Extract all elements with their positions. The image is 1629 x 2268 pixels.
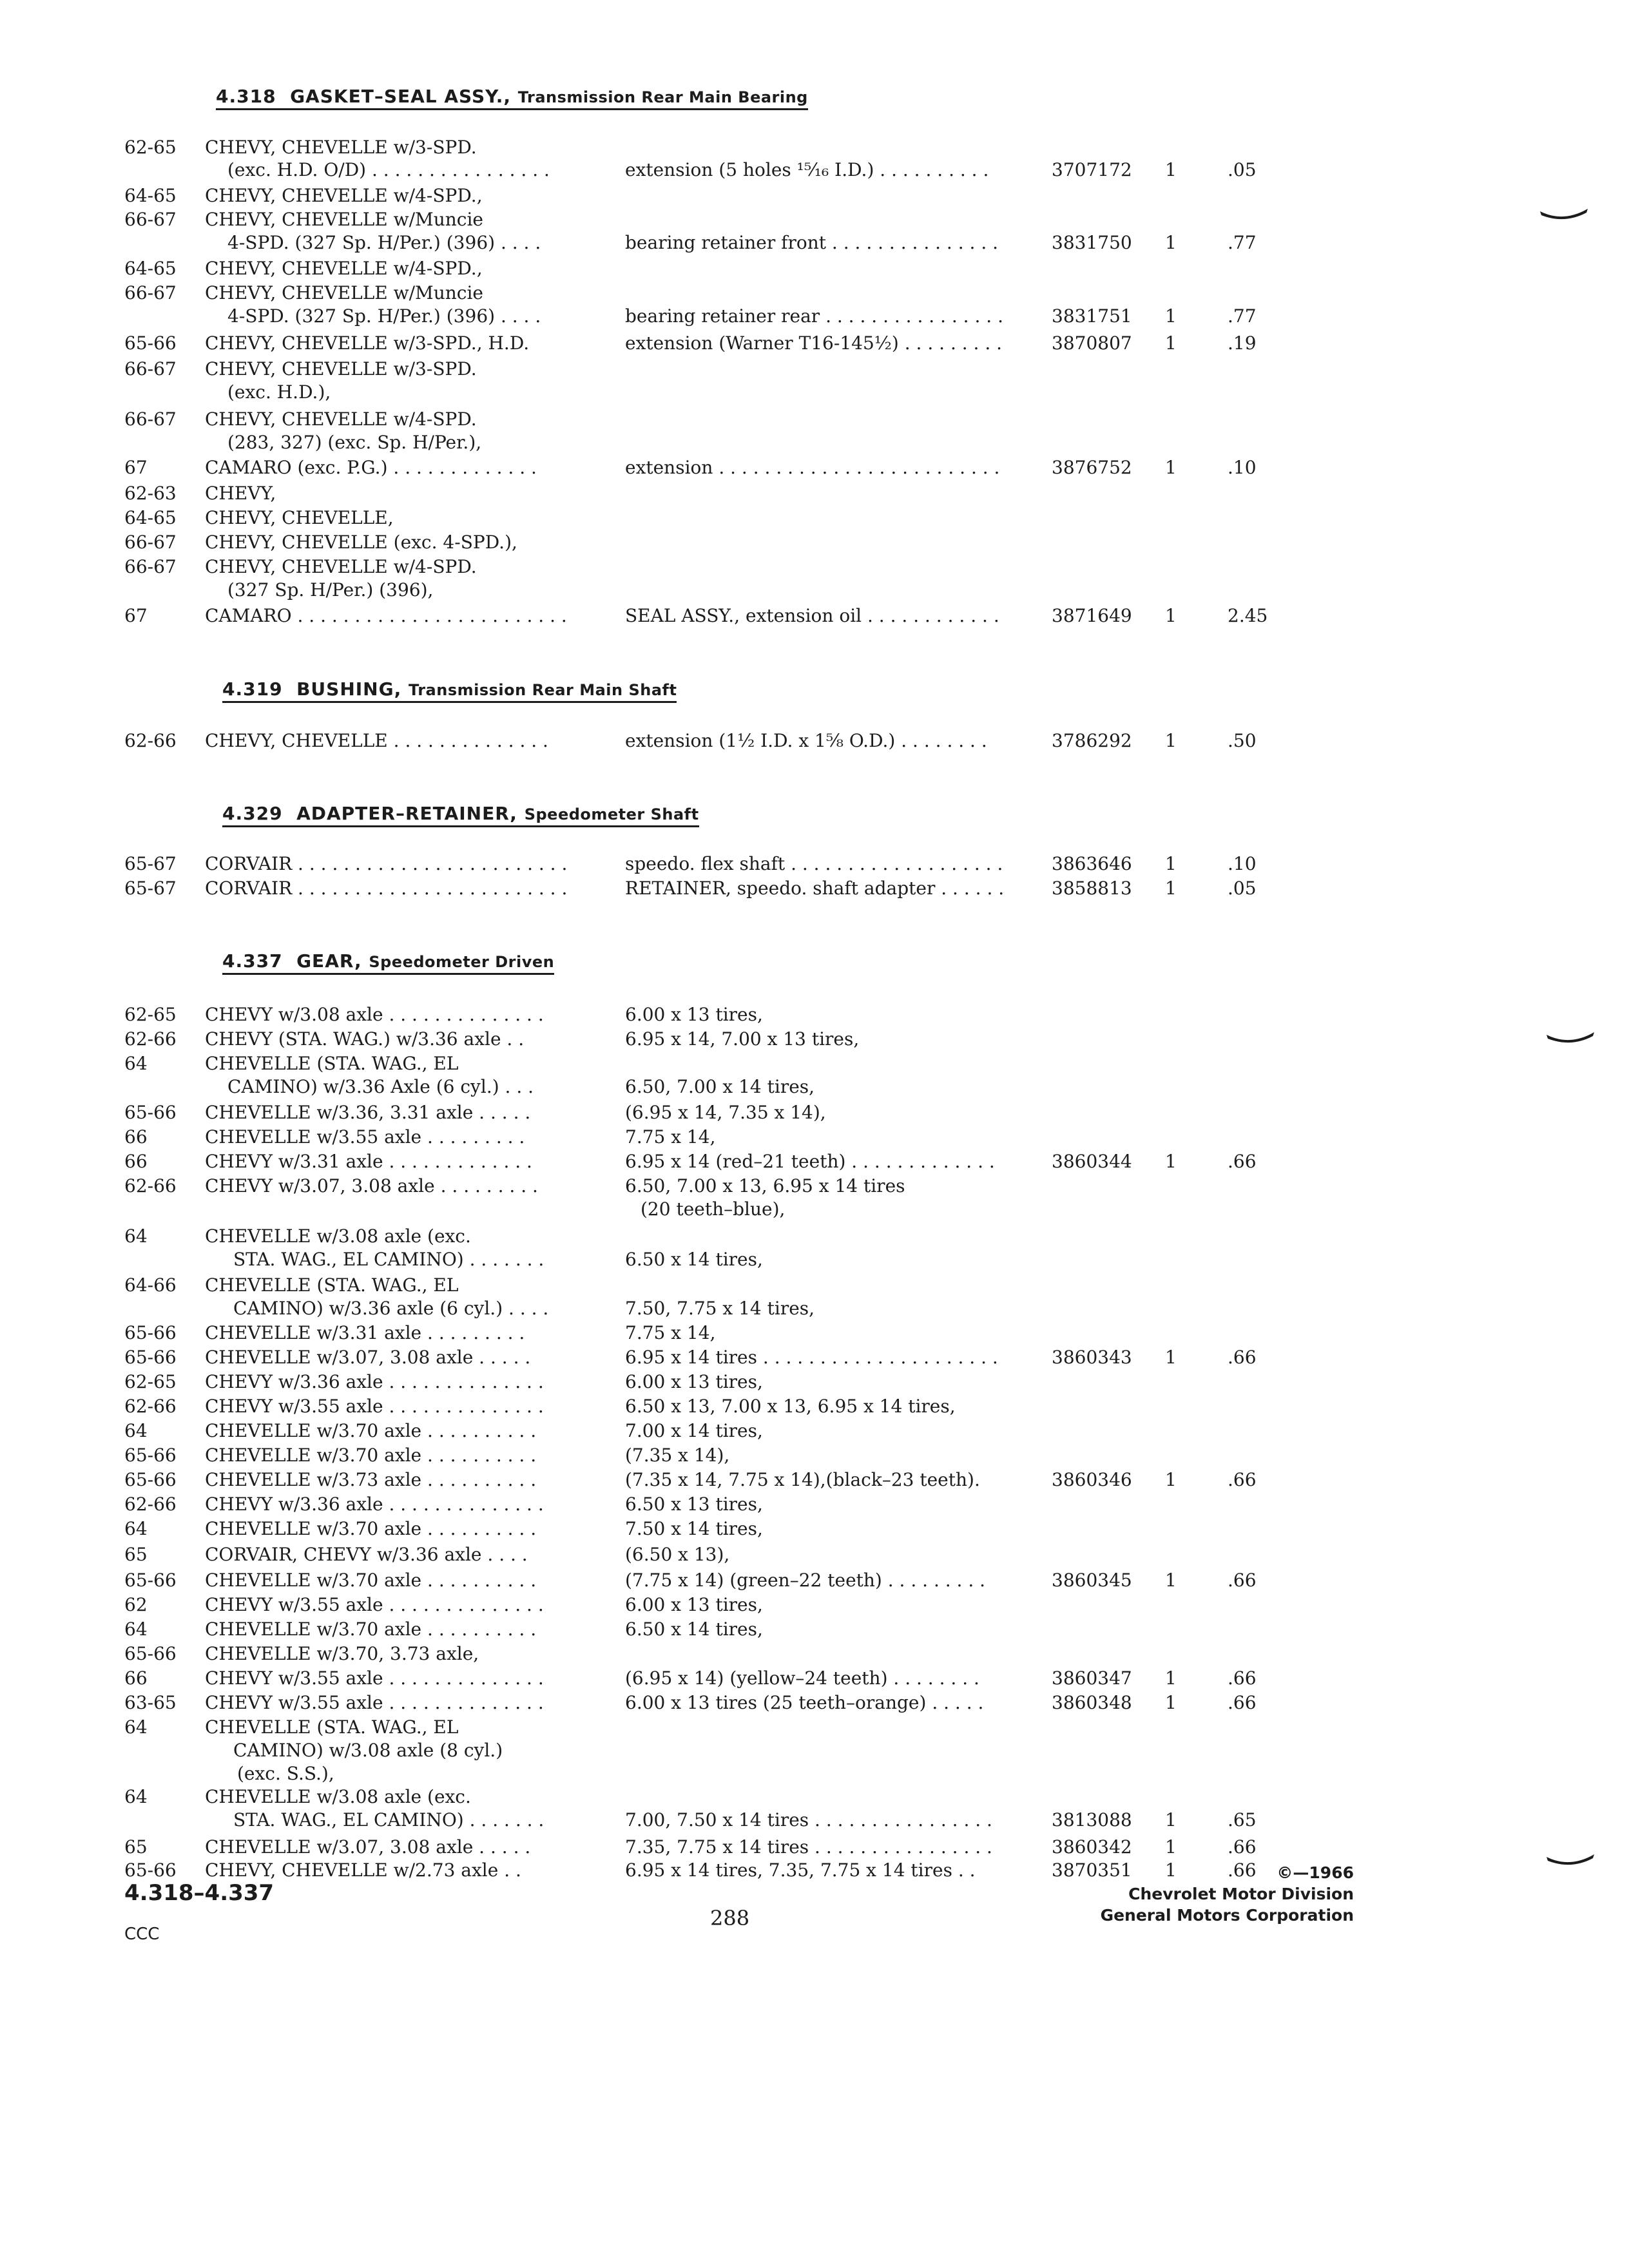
part-number: 3831750 <box>1052 232 1132 253</box>
year-range: 65-66 <box>124 1860 177 1881</box>
quantity: 1 <box>1165 305 1177 327</box>
model-application: CHEVY, CHEVELLE, <box>205 507 394 528</box>
model-application: CHEVY (STA. WAG.) w/3.36 axle . . <box>205 1028 525 1050</box>
model-application: CHEVELLE (STA. WAG., EL <box>205 1716 459 1738</box>
model-application: (283, 327) (exc. Sp. H/Per.), <box>227 432 482 453</box>
model-application: STA. WAG., EL CAMINO) . . . . . . . <box>233 1809 545 1831</box>
part-description: 6.50 x 13, 7.00 x 13, 6.95 x 14 tires, <box>625 1396 956 1417</box>
table-row <box>0 1027 1629 1052</box>
model-application: CORVAIR . . . . . . . . . . . . . . . . . . . . . . . . <box>205 853 568 874</box>
table-row <box>0 1321 1629 1345</box>
table-row <box>0 1224 1629 1249</box>
year-range: 65-66 <box>124 1322 177 1343</box>
section-title: GEAR, <box>296 950 362 972</box>
part-description: 6.00 x 13 tires, <box>625 1594 763 1615</box>
publisher-block <box>1101 1862 1354 1926</box>
year-range: 64 <box>124 1619 148 1640</box>
year-range: 65-66 <box>124 1570 177 1591</box>
table-row <box>0 1642 1629 1666</box>
table-row <box>0 1247 1629 1272</box>
year-range: 64-65 <box>124 185 177 206</box>
section-number: 4.319 <box>222 678 283 700</box>
section-title: GASKET–SEAL ASSY., <box>290 86 512 107</box>
model-application: CHEVELLE w/3.70 axle . . . . . . . . . . <box>205 1570 537 1591</box>
table-row <box>0 430 1629 455</box>
table-row <box>0 729 1629 753</box>
section-heading-4-329 <box>222 803 699 827</box>
part-description: extension (Warner T16-145½) . . . . . . . . . <box>625 332 1003 354</box>
model-application: CHEVY w/3.08 axle . . . . . . . . . . . . . . <box>205 1004 544 1025</box>
year-range: 62-63 <box>124 483 177 504</box>
quantity: 1 <box>1165 1347 1177 1368</box>
year-range: 67 <box>124 605 148 626</box>
year-range: 67 <box>124 457 148 478</box>
model-application: CHEVELLE w/3.07, 3.08 axle . . . . . <box>205 1347 531 1368</box>
table-row <box>0 578 1629 602</box>
part-description: (7.35 x 14, 7.75 x 14),(black–23 teeth). <box>625 1469 980 1490</box>
section-number: 4.337 <box>222 950 283 972</box>
part-description: (6.95 x 14, 7.35 x 14), <box>625 1102 826 1123</box>
part-number: 3860342 <box>1052 1836 1132 1858</box>
part-description: 6.50, 7.00 x 14 tires, <box>625 1076 815 1097</box>
model-application: CHEVY, CHEVELLE w/Muncie <box>205 282 483 303</box>
part-description: 6.50 x 14 tires, <box>625 1249 763 1270</box>
quantity: 1 <box>1165 1570 1177 1591</box>
part-number: 3831751 <box>1052 305 1132 327</box>
table-row <box>0 1345 1629 1370</box>
model-application: CHEVY, CHEVELLE w/4-SPD. <box>205 408 477 430</box>
year-range: 66-67 <box>124 408 177 430</box>
model-application: CHEVY w/3.55 axle . . . . . . . . . . . . . . <box>205 1667 544 1689</box>
year-range: 64 <box>124 1225 148 1247</box>
table-row <box>0 207 1629 232</box>
part-description: 7.35, 7.75 x 14 tires . . . . . . . . . . . . . . . . <box>625 1836 992 1858</box>
section-title: ADAPTER–RETAINER, <box>296 803 517 824</box>
part-number: 3786292 <box>1052 730 1132 751</box>
model-application: CHEVY w/3.55 axle . . . . . . . . . . . . . . <box>205 1396 544 1417</box>
year-range: 62-66 <box>124 1175 177 1196</box>
model-application: CAMINO) w/3.36 axle (6 cyl.) . . . . <box>233 1298 549 1319</box>
table-row <box>0 357 1629 381</box>
model-application: CHEVY w/3.55 axle . . . . . . . . . . . . . . <box>205 1594 544 1615</box>
year-range: 66-67 <box>124 358 177 380</box>
part-number: 3860348 <box>1052 1692 1132 1713</box>
model-application: CHEVELLE w/3.73 axle . . . . . . . . . . <box>205 1469 537 1490</box>
table-row <box>0 1443 1629 1468</box>
quantity: 1 <box>1165 605 1177 626</box>
price: 2.45 <box>1228 605 1268 626</box>
table-row <box>0 1858 1629 1883</box>
table-row <box>0 1273 1629 1298</box>
table-row <box>0 1149 1629 1174</box>
table-row <box>0 1003 1629 1027</box>
quantity: 1 <box>1165 1860 1177 1881</box>
part-description: 6.00 x 13 tires, <box>625 1371 763 1392</box>
part-description: (7.35 x 14), <box>625 1445 730 1466</box>
year-range: 64 <box>124 1518 148 1539</box>
price: .65 <box>1228 1809 1257 1831</box>
table-row <box>0 1174 1629 1198</box>
part-description: bearing retainer front . . . . . . . . . . . . . . . <box>625 232 999 253</box>
part-description: 6.50 x 13 tires, <box>625 1494 763 1515</box>
part-number: 3863646 <box>1052 853 1132 874</box>
part-description: 7.75 x 14, <box>625 1126 716 1148</box>
quantity: 1 <box>1165 1809 1177 1831</box>
year-range: 65-66 <box>124 1445 177 1466</box>
year-range: 66-67 <box>124 532 177 553</box>
table-row <box>0 231 1629 255</box>
part-number: 3860343 <box>1052 1347 1132 1368</box>
year-range: 62-66 <box>124 730 177 751</box>
quantity: 1 <box>1165 332 1177 354</box>
year-range: 64 <box>124 1716 148 1738</box>
table-row <box>0 1100 1629 1125</box>
year-range: 65 <box>124 1544 148 1565</box>
table-row <box>0 1568 1629 1593</box>
table-row <box>0 281 1629 305</box>
section-number: 4.318 <box>216 86 276 107</box>
table-row <box>0 456 1629 480</box>
table-row <box>0 331 1629 356</box>
part-description: speedo. flex shaft . . . . . . . . . . . . . . . . . . . <box>625 853 1003 874</box>
quantity: 1 <box>1165 457 1177 478</box>
catalog-code: CCC <box>124 1925 160 1944</box>
table-row <box>0 1542 1629 1567</box>
year-range: 66-67 <box>124 282 177 303</box>
year-range: 64 <box>124 1786 148 1807</box>
binding-mark-icon <box>1545 1852 1595 1869</box>
part-description: extension . . . . . . . . . . . . . . . . . . . . . . . . . <box>625 457 1000 478</box>
model-application: CHEVY, CHEVELLE w/2.73 axle . . <box>205 1860 521 1881</box>
year-range: 65-66 <box>124 1643 177 1664</box>
table-row <box>0 1075 1629 1099</box>
table-row <box>0 876 1629 901</box>
quantity: 1 <box>1165 853 1177 874</box>
table-row <box>0 1370 1629 1394</box>
section-subtitle: Transmission Rear Main Shaft <box>408 681 677 699</box>
page-number: 288 <box>710 1906 750 1930</box>
model-application: (exc. H.D. O/D) . . . . . . . . . . . . . . . . <box>227 159 550 180</box>
model-application: CHEVY, <box>205 483 276 504</box>
model-application: CAMINO) w/3.36 Axle (6 cyl.) . . . <box>227 1076 534 1097</box>
quantity: 1 <box>1165 878 1177 899</box>
price: .66 <box>1228 1836 1257 1858</box>
part-number: 3870807 <box>1052 332 1132 354</box>
year-range: 64-66 <box>124 1274 177 1296</box>
model-application: CHEVY, CHEVELLE . . . . . . . . . . . . . . <box>205 730 548 751</box>
section-subtitle: Speedometer Shaft <box>524 805 699 823</box>
model-application: 4-SPD. (327 Sp. H/Per.) (396) . . . . <box>227 305 541 327</box>
price: .77 <box>1228 232 1257 253</box>
year-range: 62-66 <box>124 1396 177 1417</box>
year-range: 65-66 <box>124 332 177 354</box>
model-application: CHEVELLE w/3.70 axle . . . . . . . . . . <box>205 1619 537 1640</box>
year-range: 65-66 <box>124 1347 177 1368</box>
year-range: 66-67 <box>124 209 177 230</box>
price: .66 <box>1228 1347 1257 1368</box>
table-row <box>0 506 1629 530</box>
model-application: CORVAIR, CHEVY w/3.36 axle . . . . <box>205 1544 528 1565</box>
price: .77 <box>1228 305 1257 327</box>
quantity: 1 <box>1165 232 1177 253</box>
part-description: 6.95 x 14 tires, 7.35, 7.75 x 14 tires . . <box>625 1860 976 1881</box>
table-row <box>0 1785 1629 1809</box>
part-number: 3860344 <box>1052 1151 1132 1172</box>
model-application: STA. WAG., EL CAMINO) . . . . . . . <box>233 1249 545 1270</box>
table-row <box>0 852 1629 876</box>
table-row <box>0 1468 1629 1492</box>
price: .10 <box>1228 457 1257 478</box>
part-description: (20 teeth–blue), <box>641 1198 786 1220</box>
table-row <box>0 1492 1629 1517</box>
quantity: 1 <box>1165 1469 1177 1490</box>
table-row <box>0 184 1629 208</box>
corporation-name: General Motors Corporation <box>1100 1906 1354 1925</box>
table-row <box>0 158 1629 182</box>
table-row <box>0 555 1629 579</box>
binding-mark-icon <box>1539 206 1589 223</box>
table-row <box>0 481 1629 506</box>
part-number: 3860347 <box>1052 1667 1132 1689</box>
section-heading-4-318 <box>216 86 808 110</box>
year-range: 62-66 <box>124 1028 177 1050</box>
price: .50 <box>1228 730 1257 751</box>
price: .66 <box>1228 1469 1257 1490</box>
model-application: CHEVY w/3.07, 3.08 axle . . . . . . . . . <box>205 1175 538 1196</box>
part-description: 6.00 x 13 tires, <box>625 1004 763 1025</box>
quantity: 1 <box>1165 1667 1177 1689</box>
price: .10 <box>1228 853 1257 874</box>
model-application: CHEVELLE w/3.70 axle . . . . . . . . . . <box>205 1445 537 1466</box>
table-row <box>0 1125 1629 1149</box>
model-application: CHEVELLE w/3.08 axle (exc. <box>205 1786 471 1807</box>
model-application: (327 Sp. H/Per.) (396), <box>227 579 434 601</box>
model-application: CHEVY w/3.36 axle . . . . . . . . . . . . . . <box>205 1371 544 1392</box>
year-range: 65-66 <box>124 1102 177 1123</box>
section-title: BUSHING, <box>296 678 402 700</box>
section-number: 4.329 <box>222 803 283 824</box>
model-application: CHEVY, CHEVELLE w/3-SPD. <box>205 137 477 158</box>
part-number: 3860345 <box>1052 1570 1132 1591</box>
model-application: CAMARO (exc. P.G.) . . . . . . . . . . . . . <box>205 457 537 478</box>
year-range: 66-67 <box>124 556 177 577</box>
table-row <box>0 1296 1629 1321</box>
part-description: 7.00, 7.50 x 14 tires . . . . . . . . . . . . . . . . <box>625 1809 992 1831</box>
table-row <box>0 1052 1629 1076</box>
table-row <box>0 1666 1629 1691</box>
part-description: 7.50, 7.75 x 14 tires, <box>625 1298 815 1319</box>
table-row <box>0 304 1629 329</box>
model-application: CHEVELLE w/3.70 axle . . . . . . . . . . <box>205 1420 537 1441</box>
table-row <box>0 604 1629 628</box>
price: .66 <box>1228 1570 1257 1591</box>
table-row <box>0 1835 1629 1860</box>
model-application: CHEVY, CHEVELLE w/Muncie <box>205 209 483 230</box>
table-row <box>0 407 1629 432</box>
table-row <box>0 256 1629 281</box>
part-description: 7.00 x 14 tires, <box>625 1420 763 1441</box>
price: .05 <box>1228 159 1257 180</box>
model-application: CORVAIR . . . . . . . . . . . . . . . . . . . . . . . . <box>205 878 568 899</box>
model-application: CHEVELLE w/3.31 axle . . . . . . . . . <box>205 1322 525 1343</box>
table-row <box>0 1715 1629 1740</box>
price: .66 <box>1228 1860 1257 1881</box>
price: .19 <box>1228 332 1257 354</box>
table-row <box>0 1808 1629 1832</box>
quantity: 1 <box>1165 730 1177 751</box>
year-range: 65-67 <box>124 878 177 899</box>
part-description: 7.75 x 14, <box>625 1322 716 1343</box>
part-description: 6.50, 7.00 x 13, 6.95 x 14 tires <box>625 1175 905 1196</box>
model-application: CHEVY, CHEVELLE w/4-SPD. <box>205 556 477 577</box>
table-row <box>0 380 1629 405</box>
model-application: CHEVY w/3.36 axle . . . . . . . . . . . . . . <box>205 1494 544 1515</box>
year-range: 62-65 <box>124 137 177 158</box>
model-application: CHEVELLE w/3.55 axle . . . . . . . . . <box>205 1126 525 1148</box>
model-application: CHEVY w/3.55 axle . . . . . . . . . . . . . . <box>205 1692 544 1713</box>
part-number: 3813088 <box>1052 1809 1132 1831</box>
part-number: 3707172 <box>1052 159 1132 180</box>
year-range: 65-66 <box>124 1469 177 1490</box>
year-range: 66 <box>124 1667 148 1689</box>
part-number: 3870351 <box>1052 1860 1132 1881</box>
year-range: 63-65 <box>124 1692 177 1713</box>
section-range: 4.318–4.337 <box>124 1880 275 1906</box>
section-heading-4-337 <box>222 950 554 975</box>
model-application: CHEVY, CHEVELLE w/3-SPD. <box>205 358 477 380</box>
model-application: CHEVELLE (STA. WAG., EL <box>205 1274 459 1296</box>
model-application: CHEVY, CHEVELLE w/4-SPD., <box>205 185 483 206</box>
part-description: 6.00 x 13 tires (25 teeth–orange) . . . . . <box>625 1692 984 1713</box>
model-application: (exc. S.S.), <box>237 1763 334 1784</box>
quantity: 1 <box>1165 1151 1177 1172</box>
model-application: CHEVY w/3.31 axle . . . . . . . . . . . . . <box>205 1151 532 1172</box>
part-description: 6.95 x 14 (red–21 teeth) . . . . . . . . . . . . . <box>625 1151 995 1172</box>
table-row <box>0 1593 1629 1617</box>
part-description: (6.50 x 13), <box>625 1544 730 1565</box>
table-row <box>0 1517 1629 1541</box>
year-range: 62 <box>124 1594 148 1615</box>
model-application: CHEVELLE w/3.70, 3.73 axle, <box>205 1643 479 1664</box>
binding-mark-icon <box>1545 1030 1595 1046</box>
part-description: bearing retainer rear . . . . . . . . . . . . . . . . <box>625 305 1003 327</box>
model-application: (exc. H.D.), <box>227 381 331 403</box>
table-row <box>0 1617 1629 1642</box>
table-row <box>0 1738 1629 1763</box>
model-application: CAMARO . . . . . . . . . . . . . . . . . . . . . . . . <box>205 605 567 626</box>
table-row <box>0 1762 1629 1786</box>
model-application: CHEVY, CHEVELLE w/3-SPD., H.D. <box>205 332 530 354</box>
part-description: RETAINER, speedo. shaft adapter . . . . . . <box>625 878 1005 899</box>
table-row <box>0 135 1629 160</box>
part-description: extension (5 holes ¹⁵⁄₁₆ I.D.) . . . . . . . . . . <box>625 159 989 180</box>
table-row <box>0 1197 1629 1222</box>
model-application: CHEVY, CHEVELLE w/4-SPD., <box>205 258 483 279</box>
year-range: 64-65 <box>124 258 177 279</box>
table-row <box>0 1394 1629 1419</box>
quantity: 1 <box>1165 159 1177 180</box>
year-range: 66 <box>124 1151 148 1172</box>
price: .05 <box>1228 878 1257 899</box>
model-application: CHEVELLE w/3.08 axle (exc. <box>205 1225 471 1247</box>
year-range: 65-67 <box>124 853 177 874</box>
year-range: 64 <box>124 1053 148 1074</box>
model-application: CAMINO) w/3.08 axle (8 cyl.) <box>233 1740 503 1761</box>
table-row <box>0 530 1629 555</box>
model-application: CHEVELLE (STA. WAG., EL <box>205 1053 459 1074</box>
model-application: CHEVY, CHEVELLE (exc. 4-SPD.), <box>205 532 517 553</box>
year-range: 66 <box>124 1126 148 1148</box>
quantity: 1 <box>1165 1836 1177 1858</box>
division-name: Chevrolet Motor Division <box>1128 1885 1354 1903</box>
part-number: 3860346 <box>1052 1469 1132 1490</box>
quantity: 1 <box>1165 1692 1177 1713</box>
price: .66 <box>1228 1692 1257 1713</box>
part-description: 6.95 x 14, 7.00 x 13 tires, <box>625 1028 860 1050</box>
copyright: ©—1966 <box>1277 1863 1354 1882</box>
part-description: 6.95 x 14 tires . . . . . . . . . . . . . . . . . . . . . <box>625 1347 998 1368</box>
part-description: extension (1½ I.D. x 1⁵⁄₈ O.D.) . . . . . . . . <box>625 730 987 751</box>
section-subtitle: Speedometer Driven <box>369 953 555 971</box>
price: .66 <box>1228 1667 1257 1689</box>
year-range: 64-65 <box>124 507 177 528</box>
year-range: 62-66 <box>124 1494 177 1515</box>
year-range: 62-65 <box>124 1004 177 1025</box>
model-application: CHEVELLE w/3.36, 3.31 axle . . . . . <box>205 1102 531 1123</box>
part-number: 3871649 <box>1052 605 1132 626</box>
price: .66 <box>1228 1151 1257 1172</box>
table-row <box>0 1691 1629 1715</box>
part-description: 6.50 x 14 tires, <box>625 1619 763 1640</box>
part-description: (6.95 x 14) (yellow–24 teeth) . . . . . . . . <box>625 1667 979 1689</box>
section-heading-4-319 <box>222 678 677 703</box>
year-range: 64 <box>124 1420 148 1441</box>
table-row <box>0 1419 1629 1443</box>
model-application: 4-SPD. (327 Sp. H/Per.) (396) . . . . <box>227 232 541 253</box>
part-description: (7.75 x 14) (green–22 teeth) . . . . . . . . . <box>625 1570 986 1591</box>
model-application: CHEVELLE w/3.70 axle . . . . . . . . . . <box>205 1518 537 1539</box>
part-description: SEAL ASSY., extension oil . . . . . . . . . . . . <box>625 605 999 626</box>
part-description: 7.50 x 14 tires, <box>625 1518 763 1539</box>
part-number: 3858813 <box>1052 878 1132 899</box>
part-number: 3876752 <box>1052 457 1132 478</box>
section-subtitle: Transmission Rear Main Bearing <box>517 88 808 106</box>
model-application: CHEVELLE w/3.07, 3.08 axle . . . . . <box>205 1836 531 1858</box>
year-range: 62-65 <box>124 1371 177 1392</box>
year-range: 65 <box>124 1836 148 1858</box>
